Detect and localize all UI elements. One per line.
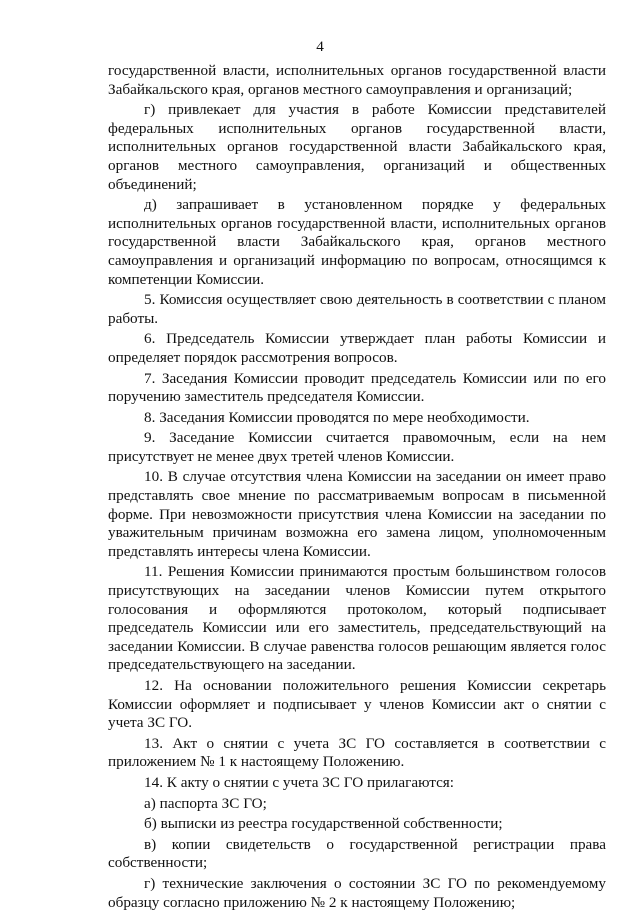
paragraph-item-d: д) запрашивает в установленном порядке у федеральных исполнительных органов государственной власти, исполнительных органов государственной власти Забайкальского края, органов местного самоуправления и организаций информацию по вопросам, относящимся к компетенции Комиссии.	[108, 196, 606, 288]
paragraph-13: 13. Акт о снятии с учета ЗС ГО составляется в соответствии с приложением № 1 к настоящему Положению.	[108, 734, 606, 771]
paragraph-6: 6. Председатель Комиссии утверждает план работы Комиссии и определяет порядок рассмотрения вопросов.	[108, 330, 606, 366]
document-body	[108, 62, 606, 914]
paragraph-7: 7. Заседания Комиссии проводит председатель Комиссии или по его поручению заместитель председателя Комиссии.	[108, 369, 606, 406]
paragraph-5: 5. Комиссия осуществляет свою деятельность в соответствии с планом работы.	[108, 291, 606, 327]
paragraph-14-v: в) копии свидетельств о государственной регистрации права собственности;	[108, 835, 606, 872]
paragraph-14-b: б) выписки из реестра государственной собственности;	[144, 815, 503, 833]
paragraph-9: 9. Заседание Комиссии считается правомочным, если на нем присутствует не менее двух третей членов Комиссии.	[108, 429, 606, 465]
paragraph-14: 14. К акту о снятии с учета ЗС ГО прилагаются:	[144, 773, 455, 791]
paragraph-item-g: г) привлекает для участия в работе Комиссии представителей федеральных исполнительных органов государственной власти, исполнительных органов государственной власти Забайкальского края, органов местного самоуправления, организаций и общественных объединений;	[108, 101, 606, 193]
paragraph-10: 10. В случае отсутствия члена Комиссии на заседании он имеет право представлять свое мнение по рассматриваемым вопросам в письменной форме. При невозможности присутствия члена Комиссии на заседании по уважительным причинам возможна его замена лицом, уполномоченным представлять интересы члена Комиссии.	[108, 468, 606, 560]
paragraph-11: 11. Решения Комиссии принимаются простым большинством голосов присутствующих на заседании членов Комиссии путем открытого голосования и оформляются протоколом, который подписывает председатель Комиссии или его заместитель, председательствующий на заседании Комиссии. В случае равенства голосов решающим является голос председательствующего на заседании.	[108, 563, 606, 674]
paragraph-14-g: г) технические заключения о состоянии ЗС ГО по рекомендуемому образцу согласно приложению № 2 к настоящему Положению;	[108, 874, 606, 911]
page-number: 4	[316, 38, 324, 55]
paragraph-8: 8. Заседания Комиссии проводятся по мере необходимости.	[144, 408, 530, 426]
paragraph-14-a: а) паспорта ЗС ГО;	[144, 794, 267, 812]
paragraph-12: 12. На основании положительного решения Комиссии секретарь Комиссии оформляет и подписывает у членов Комиссии акт о снятии с учета ЗС ГО.	[108, 677, 606, 732]
paragraph-continuation: государственной власти, исполнительных органов государственной власти Забайкальского края, органов местного самоуправления и организаций;	[108, 62, 606, 98]
